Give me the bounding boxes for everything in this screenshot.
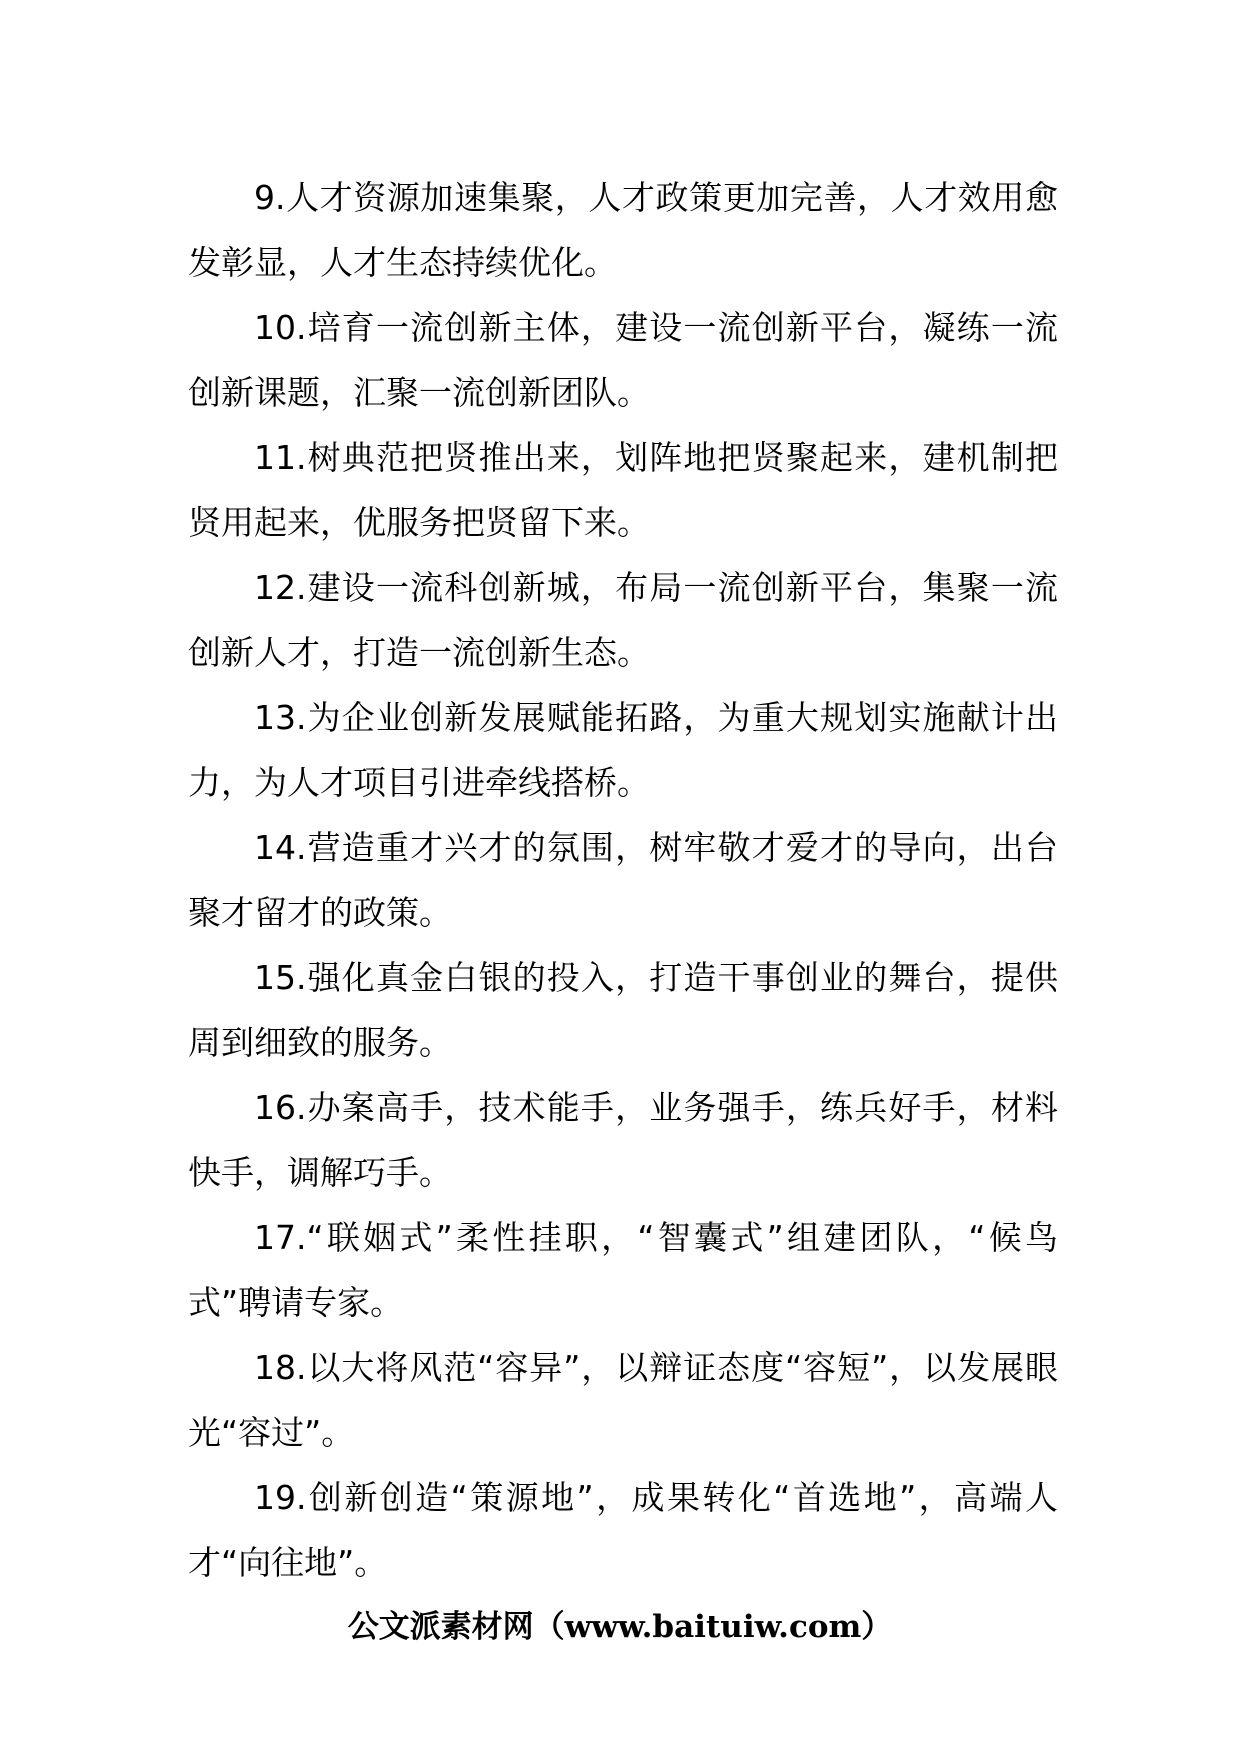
paragraph-13: 13.为企业创新发展赋能拓路，为重大规划实施献计出力，为人才项目引进牵线搭桥。 xyxy=(188,698,1058,802)
document-body xyxy=(188,165,1058,1595)
paragraph-15: 15.强化真金白银的投入，打造干事创业的舞台，提供周到细致的服务。 xyxy=(188,958,1058,1062)
paragraph-19: 19.创新创造“策源地”，成果转化“首选地”，高端人才“向往地”。 xyxy=(188,1478,1058,1582)
paragraph-18: 18.以大将风范“容异”，以辩证态度“容短”，以发展眼光“容过”。 xyxy=(188,1348,1058,1452)
paragraph-14: 14.营造重才兴才的氛围，树牢敬才爱才的导向，出台聚才留才的政策。 xyxy=(188,828,1058,932)
page-footer: 公文派素材网（www.baituiw.com） xyxy=(347,1609,893,1645)
paragraph-12: 12.建设一流科创新城，布局一流创新平台，集聚一流创新人才，打造一流创新生态。 xyxy=(188,568,1058,672)
paragraph-9: 9.人才资源加速集聚，人才政策更加完善，人才效用愈发彰显，人才生态持续优化。 xyxy=(188,178,1058,282)
paragraph-17: 17.“联姻式”柔性挂职，“智囊式”组建团队，“候鸟式”聘请专家。 xyxy=(188,1218,1058,1322)
paragraph-10: 10.培育一流创新主体，建设一流创新平台，凝练一流创新课题，汇聚一流创新团队。 xyxy=(188,308,1058,412)
paragraph-11: 11.树典范把贤推出来，划阵地把贤聚起来，建机制把贤用起来，优服务把贤留下来。 xyxy=(188,438,1058,542)
paragraph-16: 16.办案高手，技术能手，业务强手，练兵好手，材料快手，调解巧手。 xyxy=(188,1088,1058,1192)
